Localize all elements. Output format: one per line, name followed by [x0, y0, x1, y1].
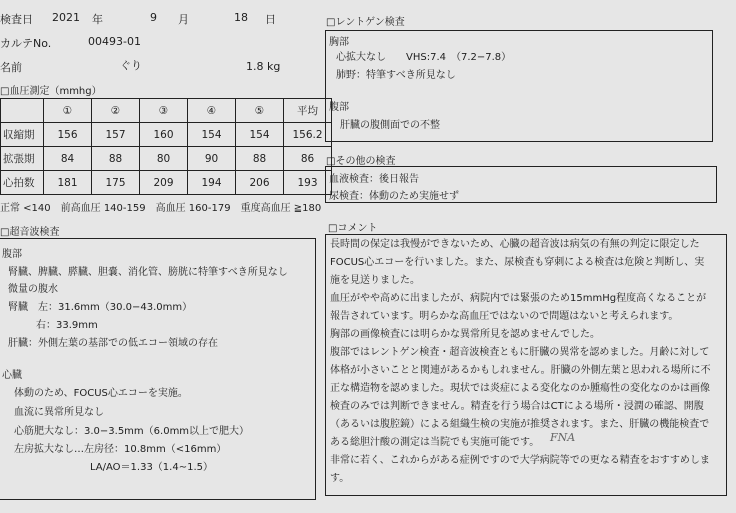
bp-col-header: ④ — [188, 99, 236, 123]
comment-line: 非常に若く、これからがある症例ですので大学病院等での更なる精査をおすすめしま — [330, 455, 710, 466]
bp-cell: 154 — [188, 123, 236, 147]
bp-cell: 206 — [236, 171, 284, 195]
bp-cell: 209 — [140, 171, 188, 195]
month-unit: 月 — [178, 13, 189, 26]
ultrasound-heart-label: 心臓 — [2, 370, 22, 381]
handwritten-note: FNA — [550, 431, 576, 444]
comment-line: 血圧がやや高めに出ましたが、病院内では緊張のため15mmHg程度高くなることが — [330, 293, 707, 304]
comment-line: 施を見送りました。 — [330, 275, 420, 286]
comment-line: 腹部ではレントゲン検査・超音波検査ともに肝臓の異常を認めました。月齢に対して — [330, 347, 710, 358]
exam-date-label: 検査日 — [0, 13, 33, 26]
bp-cell: 175 — [92, 171, 140, 195]
ultrasound-line: 腎臓 左：31.6mm（30.0−43.0mm） — [8, 302, 193, 313]
xray-abdomen-label: 腹部 — [329, 102, 349, 113]
comment-line: （あるいは腹腔鏡）による組織生検の実施が推奨されます。また、肝臓の機能検査で — [330, 419, 710, 430]
bp-col-header: 平均 — [284, 99, 332, 123]
bp-cell: 156.2 — [284, 123, 332, 147]
comment-line: FOCUS心エコーを行いました。また、尿検査も穿刺による検査は危険と判断し、実 — [330, 257, 705, 268]
bp-title: □血圧測定（mmhg） — [0, 86, 102, 97]
bp-row-label: 拡張期 — [1, 147, 44, 171]
bp-cell: 80 — [140, 147, 188, 171]
heart-line: 心筋肥大なし：3.0−3.5mm（6.0mm以上で肥大） — [14, 426, 250, 437]
bp-cell: 84 — [44, 147, 92, 171]
bp-col-header: ② — [92, 99, 140, 123]
bp-cell: 156 — [44, 123, 92, 147]
name-label: 名前 — [0, 61, 22, 74]
bp-table — [0, 98, 332, 195]
bp-cell: 86 — [284, 147, 332, 171]
bp-row-label: 心拍数 — [1, 171, 44, 195]
comment-line: ある総胆汁酸の測定は当院でも実施可能です。 — [330, 437, 540, 448]
xray-title: □レントゲン検査 — [326, 17, 405, 28]
comment-line: 報告されています。明らかな高血圧ではないので問題はないと考えられます。 — [330, 311, 679, 322]
bp-cell: 160 — [140, 123, 188, 147]
heart-line: LA/AO＝1.33（1.4∼1.5） — [90, 462, 213, 473]
ultrasound-line: 右：33.9mm — [36, 320, 98, 331]
bp-reference: 正常 <140 前高血圧 140-159 高血圧 160-179 重度高血圧 ≧180 — [0, 203, 322, 214]
year-unit: 年 — [92, 13, 103, 26]
exam-day: 18 — [234, 11, 248, 24]
bp-cell: 90 — [188, 147, 236, 171]
bp-cell: 193 — [284, 171, 332, 195]
bp-cell: 88 — [236, 147, 284, 171]
bp-header-row — [1, 99, 332, 123]
ultrasound-line: 腎臓、脾臓、膵臓、胆嚢、消化管、膀胱に特筆すべき所見なし — [8, 267, 288, 278]
comment-title: □コメント — [328, 223, 378, 234]
xray-chest-line: 心拡大なし VHS:7.4 （7.2−7.8） — [336, 52, 512, 63]
heart-line: 血流に異常所見なし — [14, 407, 104, 418]
comment-line: 正な構造物を認めました。現状では炎症による変化なのか腫瘍性の変化なのかは画像 — [330, 383, 710, 394]
exam-year: 2021 — [52, 11, 80, 24]
comment-line: 検査のみでは判断できません。精査を行う場合はCTによる場所・浸潤の確認、開腹 — [330, 401, 704, 412]
bp-cell: 88 — [92, 147, 140, 171]
bp-col-header: ③ — [140, 99, 188, 123]
chart-no: 00493-01 — [88, 35, 141, 48]
comment-line: 長時間の保定は我慢ができないため、心臓の超音波は病気の有無の判定に限定した — [330, 239, 700, 250]
xray-abdomen-line: 肝臓の腹側面での不整 — [340, 120, 440, 131]
ultrasound-title: □超音波検査 — [0, 227, 60, 238]
comment-line: す。 — [330, 473, 350, 484]
ultrasound-abdomen-label: 腹部 — [2, 249, 22, 260]
bp-row-heart-rate — [1, 171, 332, 195]
bp-cell: 157 — [92, 123, 140, 147]
exam-month: 9 — [150, 11, 157, 24]
other-title: □その他の検査 — [326, 156, 396, 167]
day-unit: 日 — [265, 13, 276, 26]
bp-cell: 181 — [44, 171, 92, 195]
bp-cell: 194 — [188, 171, 236, 195]
comment-line: 胸部の画像検査には明らかな異常所見を認めませんでした。 — [330, 329, 600, 340]
xray-chest-label: 胸部 — [329, 37, 349, 48]
ultrasound-line: 微量の腹水 — [8, 284, 58, 295]
comment-line: 体格が小さいことと関連があるかもしれません。肝臓の外側左葉と思われる場所に不 — [330, 365, 711, 376]
patient-weight: 1.8 kg — [246, 60, 281, 73]
heart-line: 体動のため、FOCUS心エコーを実施。 — [14, 388, 188, 399]
other-line: 血液検査：後日報告 — [329, 174, 419, 185]
bp-row-label: 収縮期 — [1, 123, 44, 147]
bp-col-header: ① — [44, 99, 92, 123]
bp-row-systolic — [1, 123, 332, 147]
ultrasound-line: 肝臓：外側左葉の基部での低エコー領域の存在 — [8, 338, 218, 349]
patient-name: ぐり — [120, 59, 142, 72]
other-line: 尿検査：体動のため実施せず — [329, 191, 459, 202]
xray-chest-line: 肺野：特筆すべき所見なし — [336, 70, 456, 81]
bp-col-header: ⑤ — [236, 99, 284, 123]
bp-row-diastolic — [1, 147, 332, 171]
heart-line: 左房拡大なし…左房径：10.8mm（<16mm） — [14, 444, 227, 455]
bp-cell: 154 — [236, 123, 284, 147]
chart-no-label: カルテNo. — [0, 37, 52, 50]
